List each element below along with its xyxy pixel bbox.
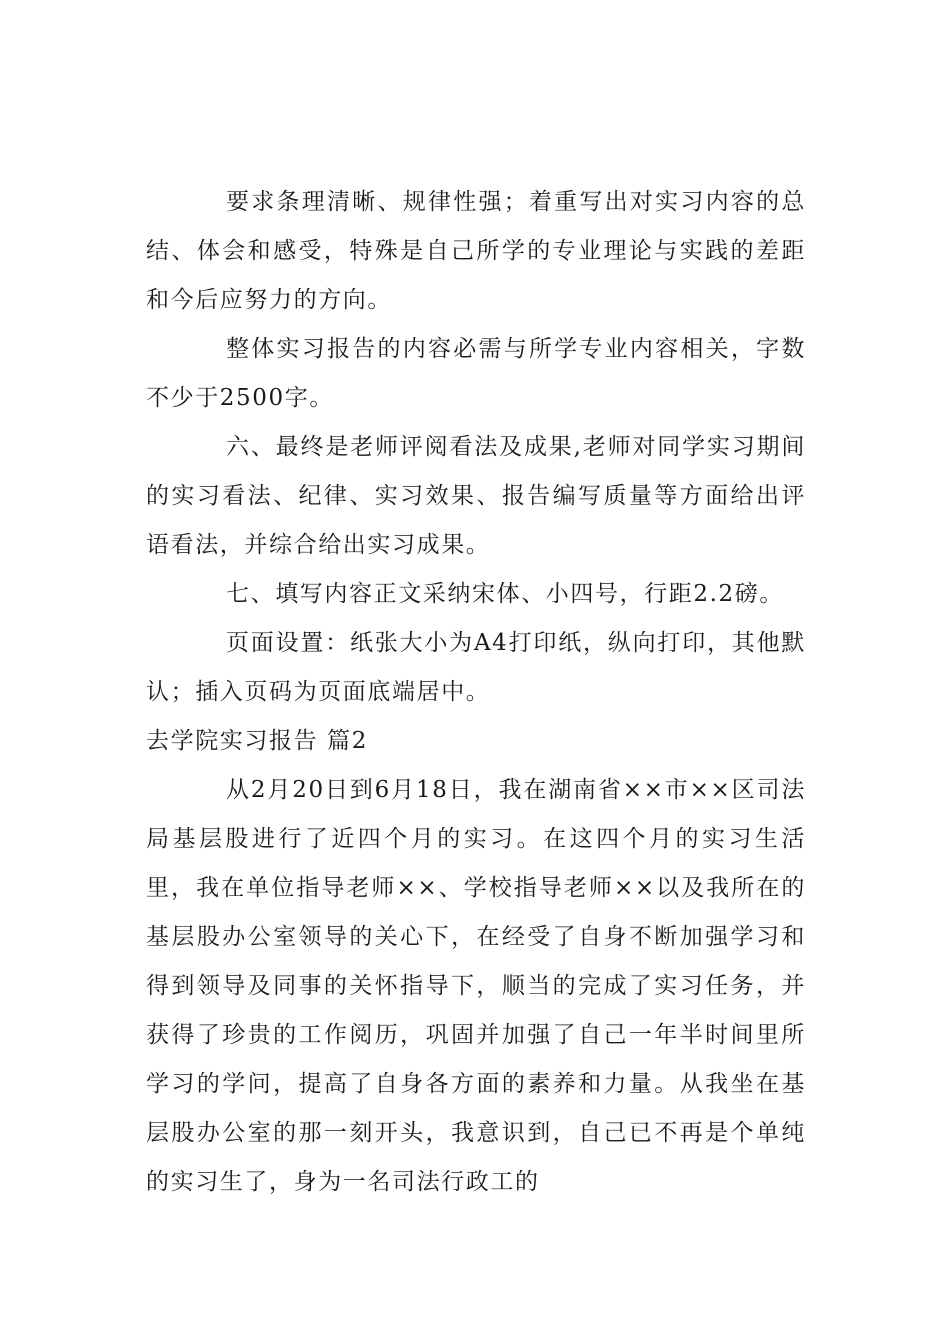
section-heading: 去学院实习报告 篇2: [146, 728, 368, 754]
paragraph-page-setup: 页面设置：纸张大小为A4打印纸，纵向打印，其他默认；插入页码为页面底端居中。: [146, 630, 806, 705]
paragraph-format: 七、填写内容正文采纳宋体、小四号，行距2.2磅。: [226, 581, 784, 607]
paragraph-requirements: 要求条理清晰、规律性强；着重写出对实习内容的总结、体会和感受，特殊是自己所学的专业理论与实践的差距和今后应努力的方向。: [146, 189, 806, 313]
paragraph-internship-intro: 从2月20日到6月18日，我在湖南省××市××区司法局基层股进行了近四个月的实习。在这四个月的实习生活里，我在单位指导老师××、学校指导老师××以及我所在的基层股办公室领导的关心下，在经受了自身不断加强学习和得到领导及同事的关怀指导下，顺当的完成了实习任务，并获得了珍贵的工作阅历，巩固并加强了自己一年半时间里所学习的学问，提高了自身各方面的素养和力量。从我坐在基层股办公室的那一刻开头，我意识到，自己已不再是个单纯的实习生了，身为一名司法行政工的: [146, 777, 806, 1195]
paragraph-teacher-review: 六、最终是老师评阅看法及成果,老师对同学实习期间的实习看法、纪律、实习效果、报告编写质量等方面给出评语看法，并综合给出实习成果。: [146, 434, 806, 558]
paragraph-content-relevance: 整体实习报告的内容必需与所学专业内容相关，字数不少于2500字。: [146, 336, 806, 411]
document-page: [146, 178, 806, 1207]
